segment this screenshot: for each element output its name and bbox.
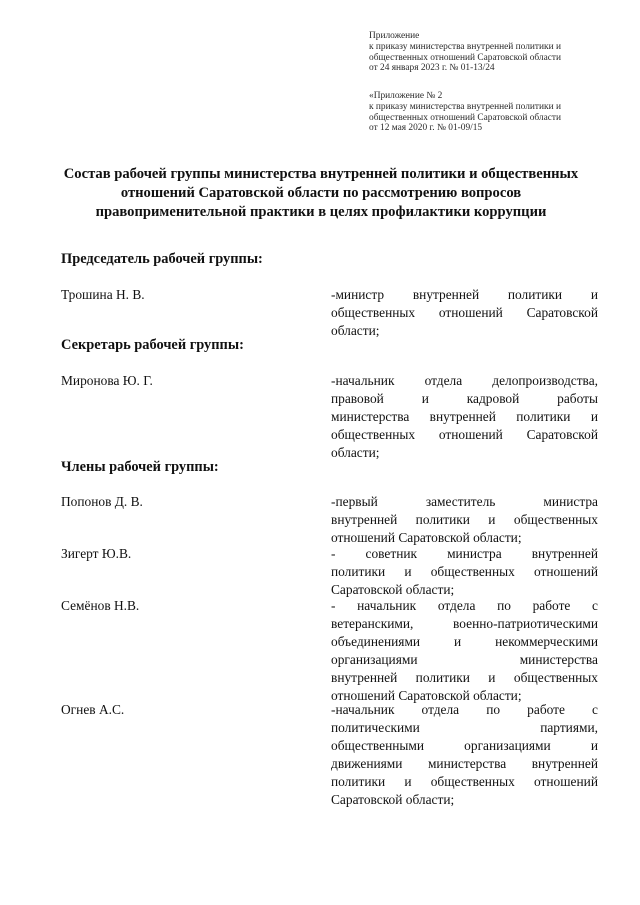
role-line: области; [331,445,380,460]
members-heading: Члены рабочей группы: [61,459,219,475]
role-line: политическими партиями, [331,720,598,735]
annex-line: к приказу министерства внутренней политики и [369,101,561,112]
role-line: внутренней политики и общественных [331,670,598,685]
member-role [331,701,598,809]
annex-line: от 12 мая 2020 г. № 01-09/15 [369,123,483,134]
member-role [331,545,598,599]
role-line: объединениями и некоммерческими [331,634,598,649]
chair-heading: Председатель рабочей группы: [61,251,263,267]
role-line: отношений Саратовской области; [331,688,522,703]
role-line: ветеранскими, военно-патриотическими [331,616,598,631]
member-name: Зигерт Ю.В. [61,546,132,561]
chair-role [331,286,598,340]
role-line: отношений Саратовской области; [331,530,522,545]
title-line: Состав рабочей группы министерства внутренней политики и общественных [63,166,579,182]
role-line: внутренней политики и общественных [331,512,598,527]
annex-line: общественных отношений Саратовской области [369,52,562,63]
secretary-role [331,372,598,462]
role-line: политики и общественных отношений [331,564,598,579]
member-name: Семёнов Н.В. [61,598,140,613]
role-line: политики и общественных отношений [331,774,598,789]
document-title [40,165,602,222]
member-role [331,597,598,705]
role-line: движениями министерства внутренней [331,756,598,771]
role-line: организациями министерства [331,652,598,667]
chair-name: Трошина Н. В. [61,287,145,302]
annex-reference-current [369,31,609,74]
role-line: -министр внутренней политики и [331,287,598,302]
role-line: -первый заместитель министра [331,494,598,509]
role-line: министерства внутренней политики и [331,409,598,424]
role-line: - начальник отдела по работе с [331,598,598,613]
annex-line: «Приложение № 2 [369,91,443,101]
title-line: отношений Саратовской области по рассмотрению вопросов [120,185,522,201]
role-line: правовой и кадровой работы [331,391,598,406]
annex-line: от 24 января 2023 г. № 01-13/24 [369,63,495,74]
annex-line: к приказу министерства внутренней политики и [369,41,561,52]
role-line: -начальник отдела по работе с [331,702,598,717]
role-line: -начальник отдела делопроизводства, [331,373,598,388]
role-line: общественных отношений Саратовской [331,305,598,320]
role-line: общественных отношений Саратовской [331,427,598,442]
role-line: - советник министра внутренней [331,546,598,561]
annex-line: Приложение [369,31,420,41]
member-name: Огнев А.С. [61,702,125,717]
annex-reference-original [369,91,609,134]
member-name: Попонов Д. В. [61,494,143,509]
member-role [331,493,598,547]
role-line: области; [331,323,380,338]
secretary-name: Миронова Ю. Г. [61,373,153,388]
role-line: общественными организациями и [331,738,598,753]
annex-line: общественных отношений Саратовской области [369,112,562,123]
role-line: Саратовской области; [331,792,455,807]
secretary-heading: Секретарь рабочей группы: [61,337,244,353]
role-line: Саратовской области; [331,582,455,597]
title-line: правоприменительной практики в целях профилактики коррупции [95,204,547,220]
